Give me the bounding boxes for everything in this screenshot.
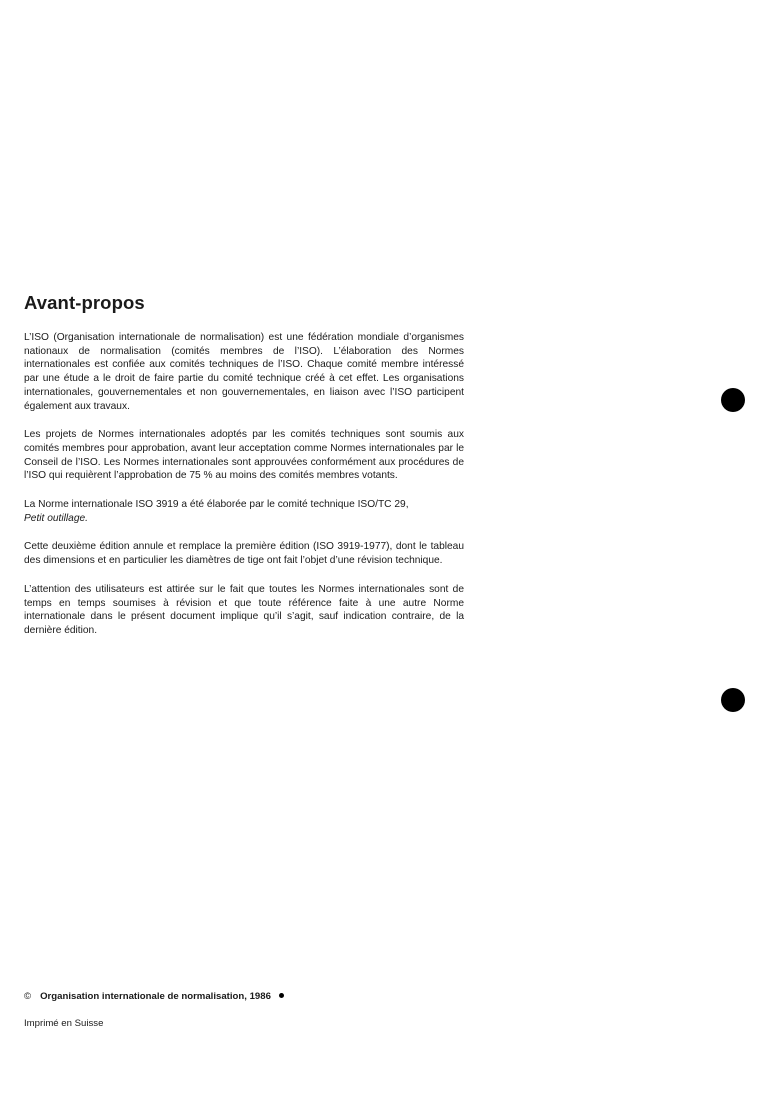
punch-hole-top <box>721 388 745 412</box>
punch-hole-bottom <box>721 688 745 712</box>
committee-sentence: La Norme internationale ISO 3919 a été élaborée par le comité technique ISO/TC 29, <box>24 499 409 511</box>
printed-in: Imprimé en Suisse <box>24 1018 104 1029</box>
copyright-line <box>24 991 284 1002</box>
bullet-dot-icon <box>279 993 284 998</box>
paragraph-edition: Cette deuxième édition annule et remplace la première édition (ISO 3919-1977), dont le tableau des dimensions et en particulier les diamètres de tige ont fait l’objet d’une révision technique. <box>24 541 464 567</box>
foreword-body <box>24 331 464 653</box>
page-title: Avant-propos <box>24 292 145 313</box>
committee-title: Petit outillage. <box>24 512 88 524</box>
paragraph-revision-notice: L’attention des utilisateurs est attirée sur le fait que toutes les Normes internationales sont de temps en temps soumises à révision et que toute référence faite à une autre Norme internationale dans le présent document implique qu’il s’agit, sauf indication contraire, de la dernière édition. <box>24 583 464 636</box>
paragraph-approval: Les projets de Normes internationales adoptés par les comités techniques sont soumis aux comités membres pour approbation, avant leur acceptation comme Normes internationales par le Conseil de l’ISO. Les Normes internationales sont approuvées conformément aux procédures de l’ISO qui requièrent l’approbation de 75 % au moins des comités membres votants. <box>24 429 464 482</box>
copyright-text: Organisation internationale de normalisation, 1986 <box>40 991 271 1002</box>
copyright-icon: © <box>24 991 32 1002</box>
paragraph-committee <box>24 498 464 525</box>
paragraph-iso-intro: L’ISO (Organisation internationale de normalisation) est une fédération mondiale d’organismes nationaux de normalisation (comités membres de l’ISO). L’élaboration des Normes internationales est confiée aux comités techniques de l’ISO. Chaque comité membre intéressé par une étude a le droit de faire partie du comité technique créé à cet effet. Les organisations internationales, gouvernementales et non gouvernementales, en liaison avec l’ISO participent également aux travaux. <box>24 332 464 412</box>
